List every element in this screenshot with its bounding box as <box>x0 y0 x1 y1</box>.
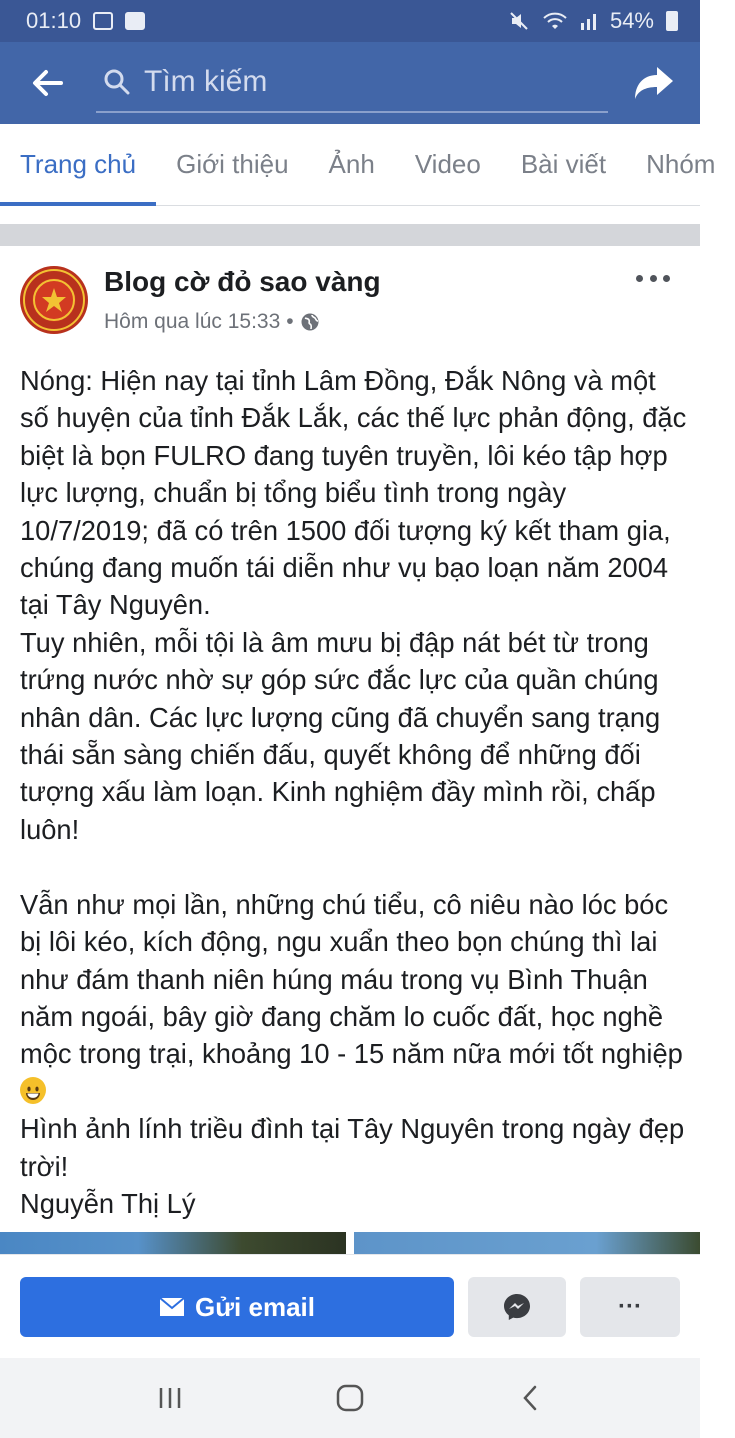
post-timestamp[interactable]: Hôm qua lúc 15:33 <box>104 310 281 333</box>
globe-icon <box>300 312 320 332</box>
page-action-bar <box>0 1254 700 1358</box>
more-actions-button[interactable]: ··· <box>580 1277 680 1337</box>
home-button[interactable] <box>320 1368 380 1428</box>
envelope-icon <box>159 1297 185 1317</box>
battery-percent: 54% <box>609 8 654 33</box>
post-paragraph: Vẫn như mọi lần, những chú tiểu, cô niêu nào lóc bóc bị lôi kéo, kích động, ngu xuẩn theo bọn chúng thì lai như đám thanh niên húng máu trong vụ Bình Thuận năm ngoái, bây giờ đang chăm lo cuốc đất, học nghề mộc trong trại, khoảng 10 - 15 năm nữa mới tốt nghiệp <box>20 888 683 1070</box>
system-nav-bar <box>0 1358 700 1438</box>
meta-separator: • <box>286 310 294 333</box>
home-icon <box>335 1383 365 1413</box>
share-icon <box>633 65 675 101</box>
signal-icon <box>580 11 598 31</box>
recent-apps-icon <box>157 1386 183 1410</box>
post-photo[interactable] <box>0 1232 346 1254</box>
page-logo-icon <box>20 266 88 334</box>
tab-home[interactable]: Trang chủ <box>0 124 156 206</box>
tab-posts[interactable]: Bài viết <box>520 149 607 179</box>
post-meta <box>104 310 320 334</box>
search-header <box>0 42 700 124</box>
search-box[interactable] <box>96 53 608 113</box>
tab-photos[interactable]: Ảnh <box>328 149 375 179</box>
post-options-icon[interactable] <box>636 268 670 288</box>
wifi-icon <box>542 11 568 31</box>
photo-gap <box>346 1232 354 1254</box>
avatar[interactable] <box>20 266 88 334</box>
section-divider <box>0 224 700 246</box>
post-paragraph: Nóng: Hiện nay tại tỉnh Lâm Đồng, Đắk Nông và một số huyện của tỉnh Đắk Lắk, các thế lực phản động, đặc biệt là bọn FULRO đang tuyên truyền, lôi kéo tập hợp lực lượng, chuẩn bị tổng biểu tình trong ngày 10/7/2019; đã có trên 1500 đối tượng ký kết tham gia, chúng đang muốn tái diễn như vụ bạo loạn năm 2004 tại Tây Nguyên. <box>20 365 687 621</box>
post-author[interactable]: Blog cờ đỏ sao vàng <box>104 266 381 297</box>
search-icon <box>100 65 134 99</box>
status-left <box>26 8 145 34</box>
image-icon <box>93 12 113 30</box>
back-nav-button[interactable] <box>500 1368 560 1428</box>
battery-icon <box>666 11 678 31</box>
tab-about[interactable]: Giới thiệu <box>176 149 289 179</box>
recent-apps-button[interactable] <box>140 1368 200 1428</box>
post-photos <box>0 1232 700 1254</box>
share-button[interactable] <box>608 42 700 124</box>
tab-groups[interactable]: Nhóm <box>646 149 716 179</box>
page-tabs <box>0 124 716 206</box>
back-button[interactable] <box>0 42 96 124</box>
chevron-left-icon <box>520 1384 540 1412</box>
tab-video[interactable]: Video <box>414 149 481 179</box>
post-photo[interactable] <box>354 1232 700 1254</box>
messenger-button[interactable] <box>468 1277 566 1337</box>
post-blank-line <box>20 848 688 885</box>
post-paragraph: Tuy nhiên, mỗi tội là âm mưu bị đập nát bét từ trong trứng nước nhờ sự góp sức đắc lực của quần chúng nhân dân. Các lực lượng cũng đã chuyển sang trạng thái sẵn sàng chiến đấu, quyết không để những đối tượng xấu làm loạn. Kinh nghiệm đầy mình rồi, chấp luôn! <box>20 626 661 845</box>
back-arrow-icon <box>33 70 63 96</box>
search-input[interactable] <box>134 65 574 99</box>
app-notification-icon <box>125 12 145 30</box>
status-time: 01:10 <box>26 8 82 33</box>
post-paragraph: Hình ảnh lính triều đình tại Tây Nguyên trong ngày đẹp trời! <box>20 1113 685 1182</box>
grinning-emoji-icon <box>20 1077 46 1103</box>
send-email-label: Gửi email <box>195 1291 315 1322</box>
post-body <box>20 362 688 1222</box>
status-right <box>508 8 678 34</box>
status-bar <box>0 0 700 42</box>
messenger-icon <box>502 1292 532 1322</box>
post-paragraph-with-emoji <box>20 886 688 1110</box>
post-card <box>0 246 700 1232</box>
post-signature: Nguyễn Thị Lý <box>20 1187 196 1219</box>
mute-icon <box>508 10 530 32</box>
send-email-button[interactable] <box>20 1277 454 1337</box>
